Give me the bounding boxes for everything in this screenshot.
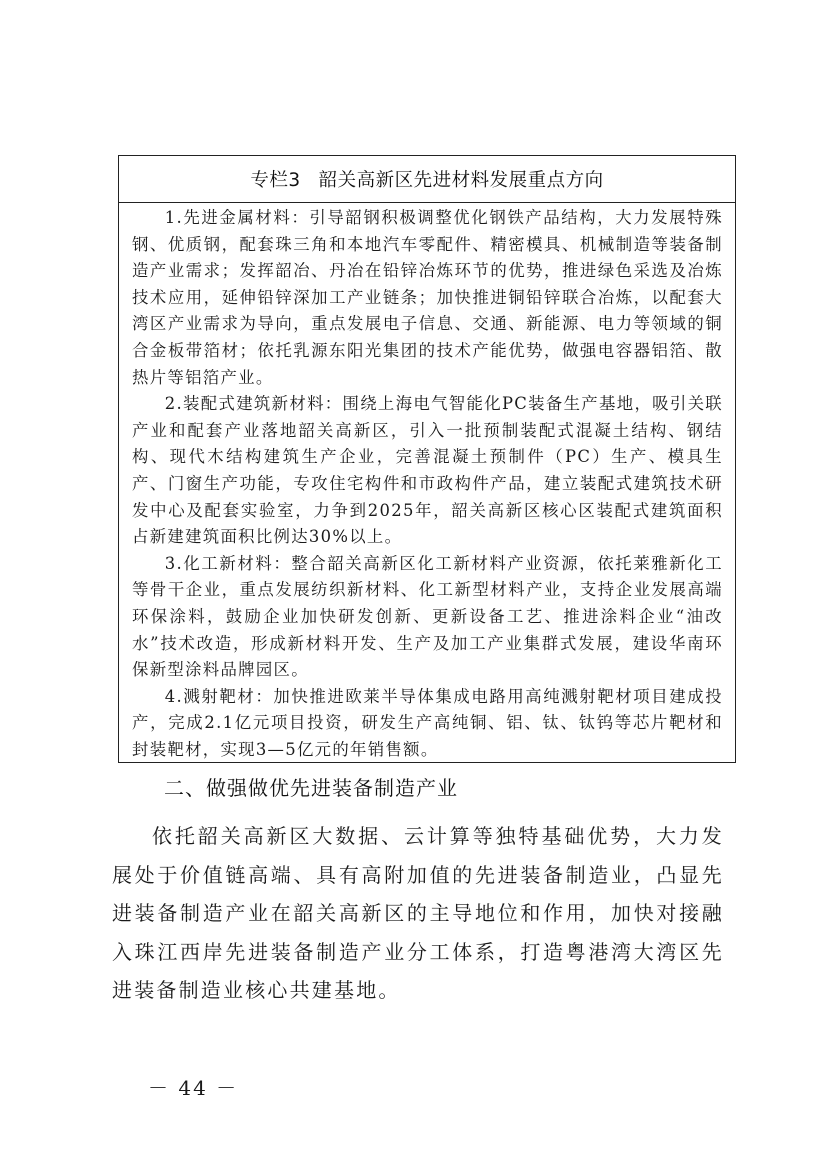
box-paragraph-metal: 1.先进金属材料：引导韶钢积极调整优化钢铁产品结构，大力发展特殊钢、优质钢，配套珠三角和本地汽车零配件、精密模具、机械制造等装备制造产业需求；发挥韶冶、丹冶在铅锌冶炼环节的优势，推进绿色采选及冶炼技术应用，延伸铅锌深加工产业链条；加快推进铜铅锌联合冶炼，以配套大湾区产业需求为导向，重点发展电子信息、交通、新能源、电力等领域的铜合金板带箔材；依托乳源东阳光集团的技术产能优势，做强电容器铝箔、散热片等铝箔产业。 [132, 208, 723, 387]
feature-box [118, 155, 736, 763]
section-paragraph: 依托韶关高新区大数据、云计算等独特基础优势，大力发展处于价值链高端、具有高附加值的先进装备制造业，凸显先进装备制造产业在韶关高新区的主导地位和作用，加快对接融入珠江西岸先进装备制造产业分工体系，打造粤港湾大湾区先进装备制造业核心共建基地。 [112, 824, 724, 1002]
box-paragraph-sputtering: 4.溅射靶材：加快推进欧莱半导体集成电路用高纯溅射靶材项目建成投产，完成2.1亿元项目投资，研发生产高纯铜、铝、钛、钛钨等芯片靶材和封装靶材，实现3—5亿元的年销售额。 [132, 686, 723, 759]
box-paragraph-chemical: 3.化工新材料：整合韶关高新区化工新材料产业资源，依托莱雅新化工等骨干企业，重点发展纺织新材料、化工新型材料产业，支持企业发展高端环保涂料，鼓励企业加快研发创新、更新设备工艺、推进涂料企业“油改水”技术改造，形成新材料开发、生产及加工产业集群式发展，建设华南环保新型涂料品牌园区。 [132, 553, 723, 680]
box-title [119, 156, 735, 203]
box-body [119, 203, 735, 763]
page-number: － 44 － [148, 1076, 239, 1100]
section-heading: 二、做强做优先进装备制造产业 [164, 776, 458, 800]
box-title-label: 专栏3 [250, 170, 301, 191]
box-paragraph-building: 2.装配式建筑新材料：围绕上海电气智能化PC装备生产基地，吸引关联产业和配套产业落地韶关高新区，引入一批预制装配式混凝土结构、钢结构、现代木结构建筑生产企业，完善混凝土预制件（PC）生产、模具生产、门窗生产功能，专攻住宅构件和市政构件产品，建立装配式建筑技术研发中心及配套实验室，力争到2025年，韶关高新区核心区装配式建筑面积占新建建筑面积比例达30%以上。 [132, 394, 723, 547]
box-title-text: 韶关高新区先进材料发展重点方向 [318, 170, 604, 191]
